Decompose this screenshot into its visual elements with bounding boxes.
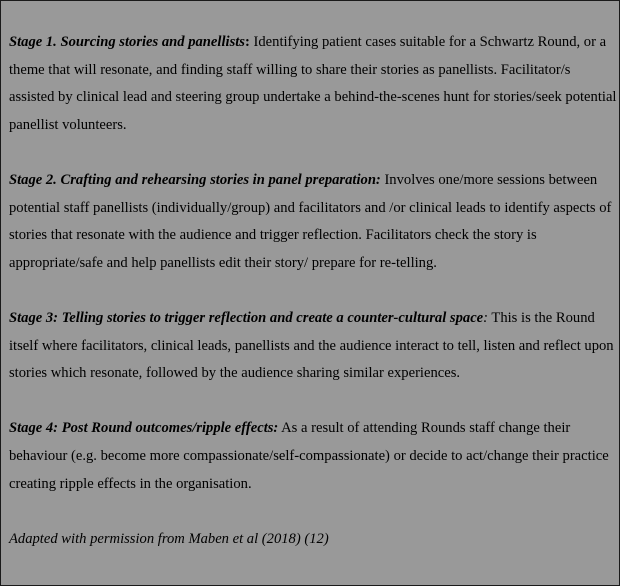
stage-3-separator: : xyxy=(483,309,489,326)
stage-2-body: Involves one/more sessions between potential staff panellists (individually/group) and facilitators and /or clinical leads to identify aspects of stories that resonate with the audience and trigger reflection. Facilitators check the story is appropriate/safe and help panellists edit their story/ prepare for re-telling. xyxy=(9,171,612,271)
stage-4-paragraph xyxy=(9,415,617,498)
stages-content xyxy=(9,29,617,553)
stage-1-body: Identifying patient cases suitable for a Schwartz Round, or a theme that will resonate, and finding staff willing to share their stories as panellists. Facilitator/s assisted by clinical lead and steering group undertake a behind-the-scenes hunt for stories/seek potential panellist volunteers. xyxy=(9,34,617,133)
stage-1-separator: : xyxy=(244,34,250,50)
stage-3-heading: Stage 3: Telling stories to trigger reflection and create a counter-cultural space xyxy=(9,309,484,326)
stage-1-paragraph xyxy=(9,29,617,139)
stage-1-heading: Stage 1. Sourcing stories and panellists xyxy=(9,34,245,50)
stage-2-heading: Stage 2. Crafting and rehearsing stories in panel preparation: xyxy=(9,171,381,188)
stage-3-body: This is the Round itself where facilitators, clinical leads, panellists and the audience interact to tell, listen and reflect upon stories which resonate, followed by the audience sharing similar experiences. xyxy=(9,309,614,382)
stage-2-paragraph xyxy=(9,167,617,277)
stage-3-paragraph xyxy=(9,305,617,388)
stage-4-heading: Stage 4: Post Round outcomes/ripple effects: xyxy=(9,420,279,437)
stage-4-body: As a result of attending Rounds staff change their behaviour (e.g. become more compassionate/self-compassionate) or decide to act/change their practice creating ripple effects in the organisation. xyxy=(9,420,609,492)
attribution-footer: Adapted with permission from Maben et al (2018) (12) xyxy=(9,530,329,547)
